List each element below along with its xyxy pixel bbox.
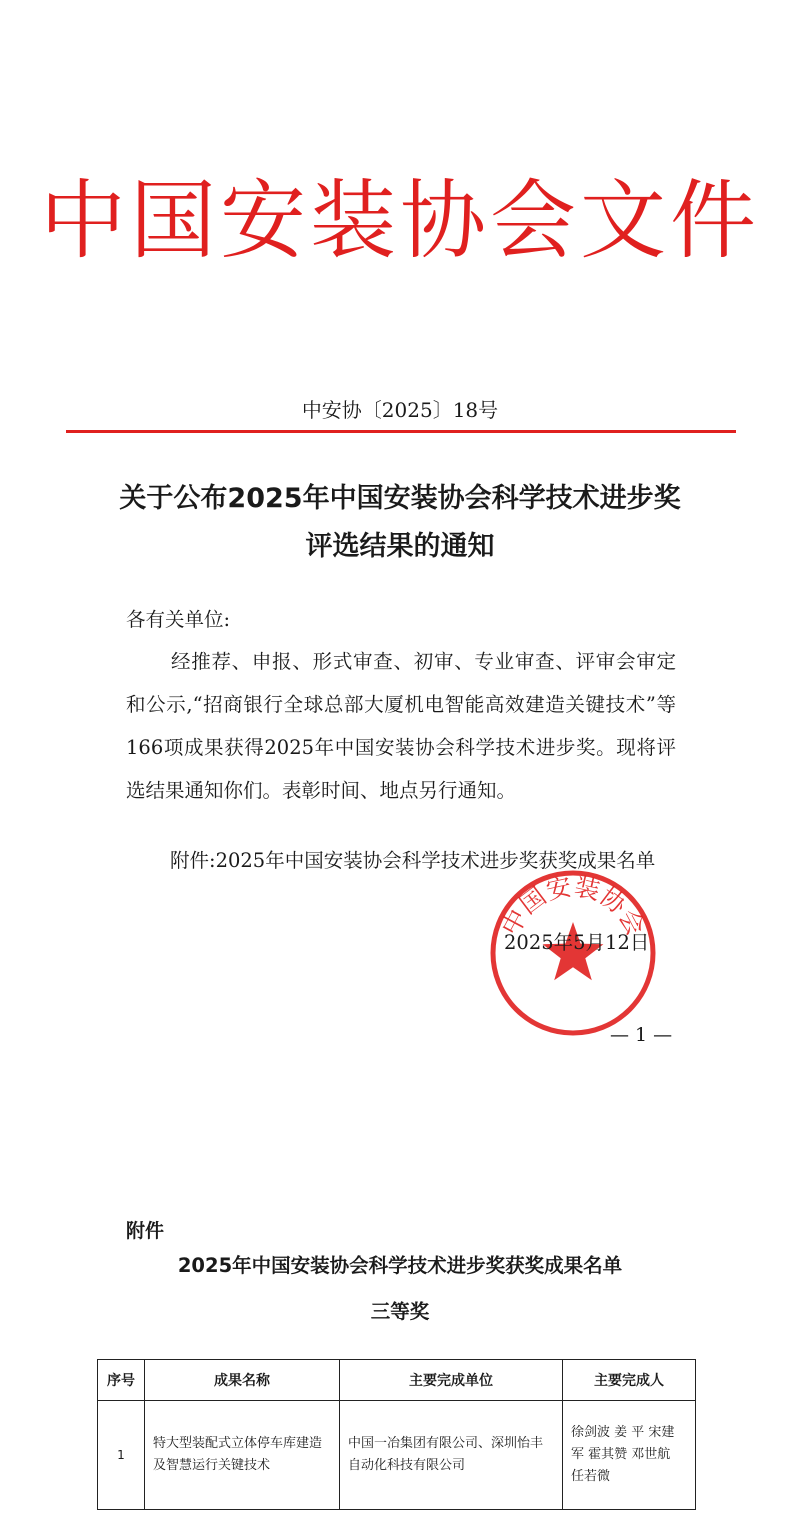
cell-no: 1 <box>98 1401 145 1510</box>
table-header-row <box>98 1360 696 1401</box>
cell-unit: 中国一冶集团有限公司、深圳怡丰自动化科技有限公司 <box>340 1401 563 1510</box>
issue-date: 2025年5月12日 <box>504 931 650 954</box>
annex-title: 2025年中国安装协会科学技术进步奖获奖成果名单 <box>177 1254 623 1277</box>
table-row <box>98 1401 696 1510</box>
body-paragraph: 经推荐、申报、形式审查、初审、专业审查、评审会审定和公示,“招商银行全球总部大厦机电智能高效建造关键技术”等166项成果获得2025年中国安装协会科学技术进步奖。现将评选结果通知你们。表彰时间、地点另行通知。 <box>126 650 676 802</box>
header-persons: 主要完成人 <box>563 1360 696 1401</box>
attachment-line: 附件:2025年中国安装协会科学技术进步奖获奖成果名单 <box>170 849 656 872</box>
page-number: — 1 — <box>610 1024 673 1046</box>
cell-name: 特大型装配式立体停车库建造及智慧运行关键技术 <box>145 1401 340 1510</box>
seal-text: 中国安装协会 <box>495 871 651 941</box>
header-unit: 主要完成单位 <box>340 1360 563 1401</box>
salutation: 各有关单位: <box>126 608 231 631</box>
notice-title-line-2: 评选结果的通知 <box>305 531 495 562</box>
red-divider <box>66 430 736 433</box>
header-no: 序号 <box>98 1360 145 1401</box>
document-masthead: 中国安装协会文件 <box>40 171 760 271</box>
awards-table <box>97 1359 696 1510</box>
notice-title-line-1: 关于公布2025年中国安装协会科学技术进步奖 <box>119 483 681 514</box>
award-grade: 三等奖 <box>370 1300 430 1323</box>
document-number: 中安协〔2025〕18号 <box>301 398 499 422</box>
header-name: 成果名称 <box>145 1360 340 1401</box>
annex-label: 附件 <box>126 1220 165 1242</box>
cell-persons: 徐剑波 姜 平 宋建军 霍其赞 邓世航 任若微 <box>563 1401 696 1510</box>
